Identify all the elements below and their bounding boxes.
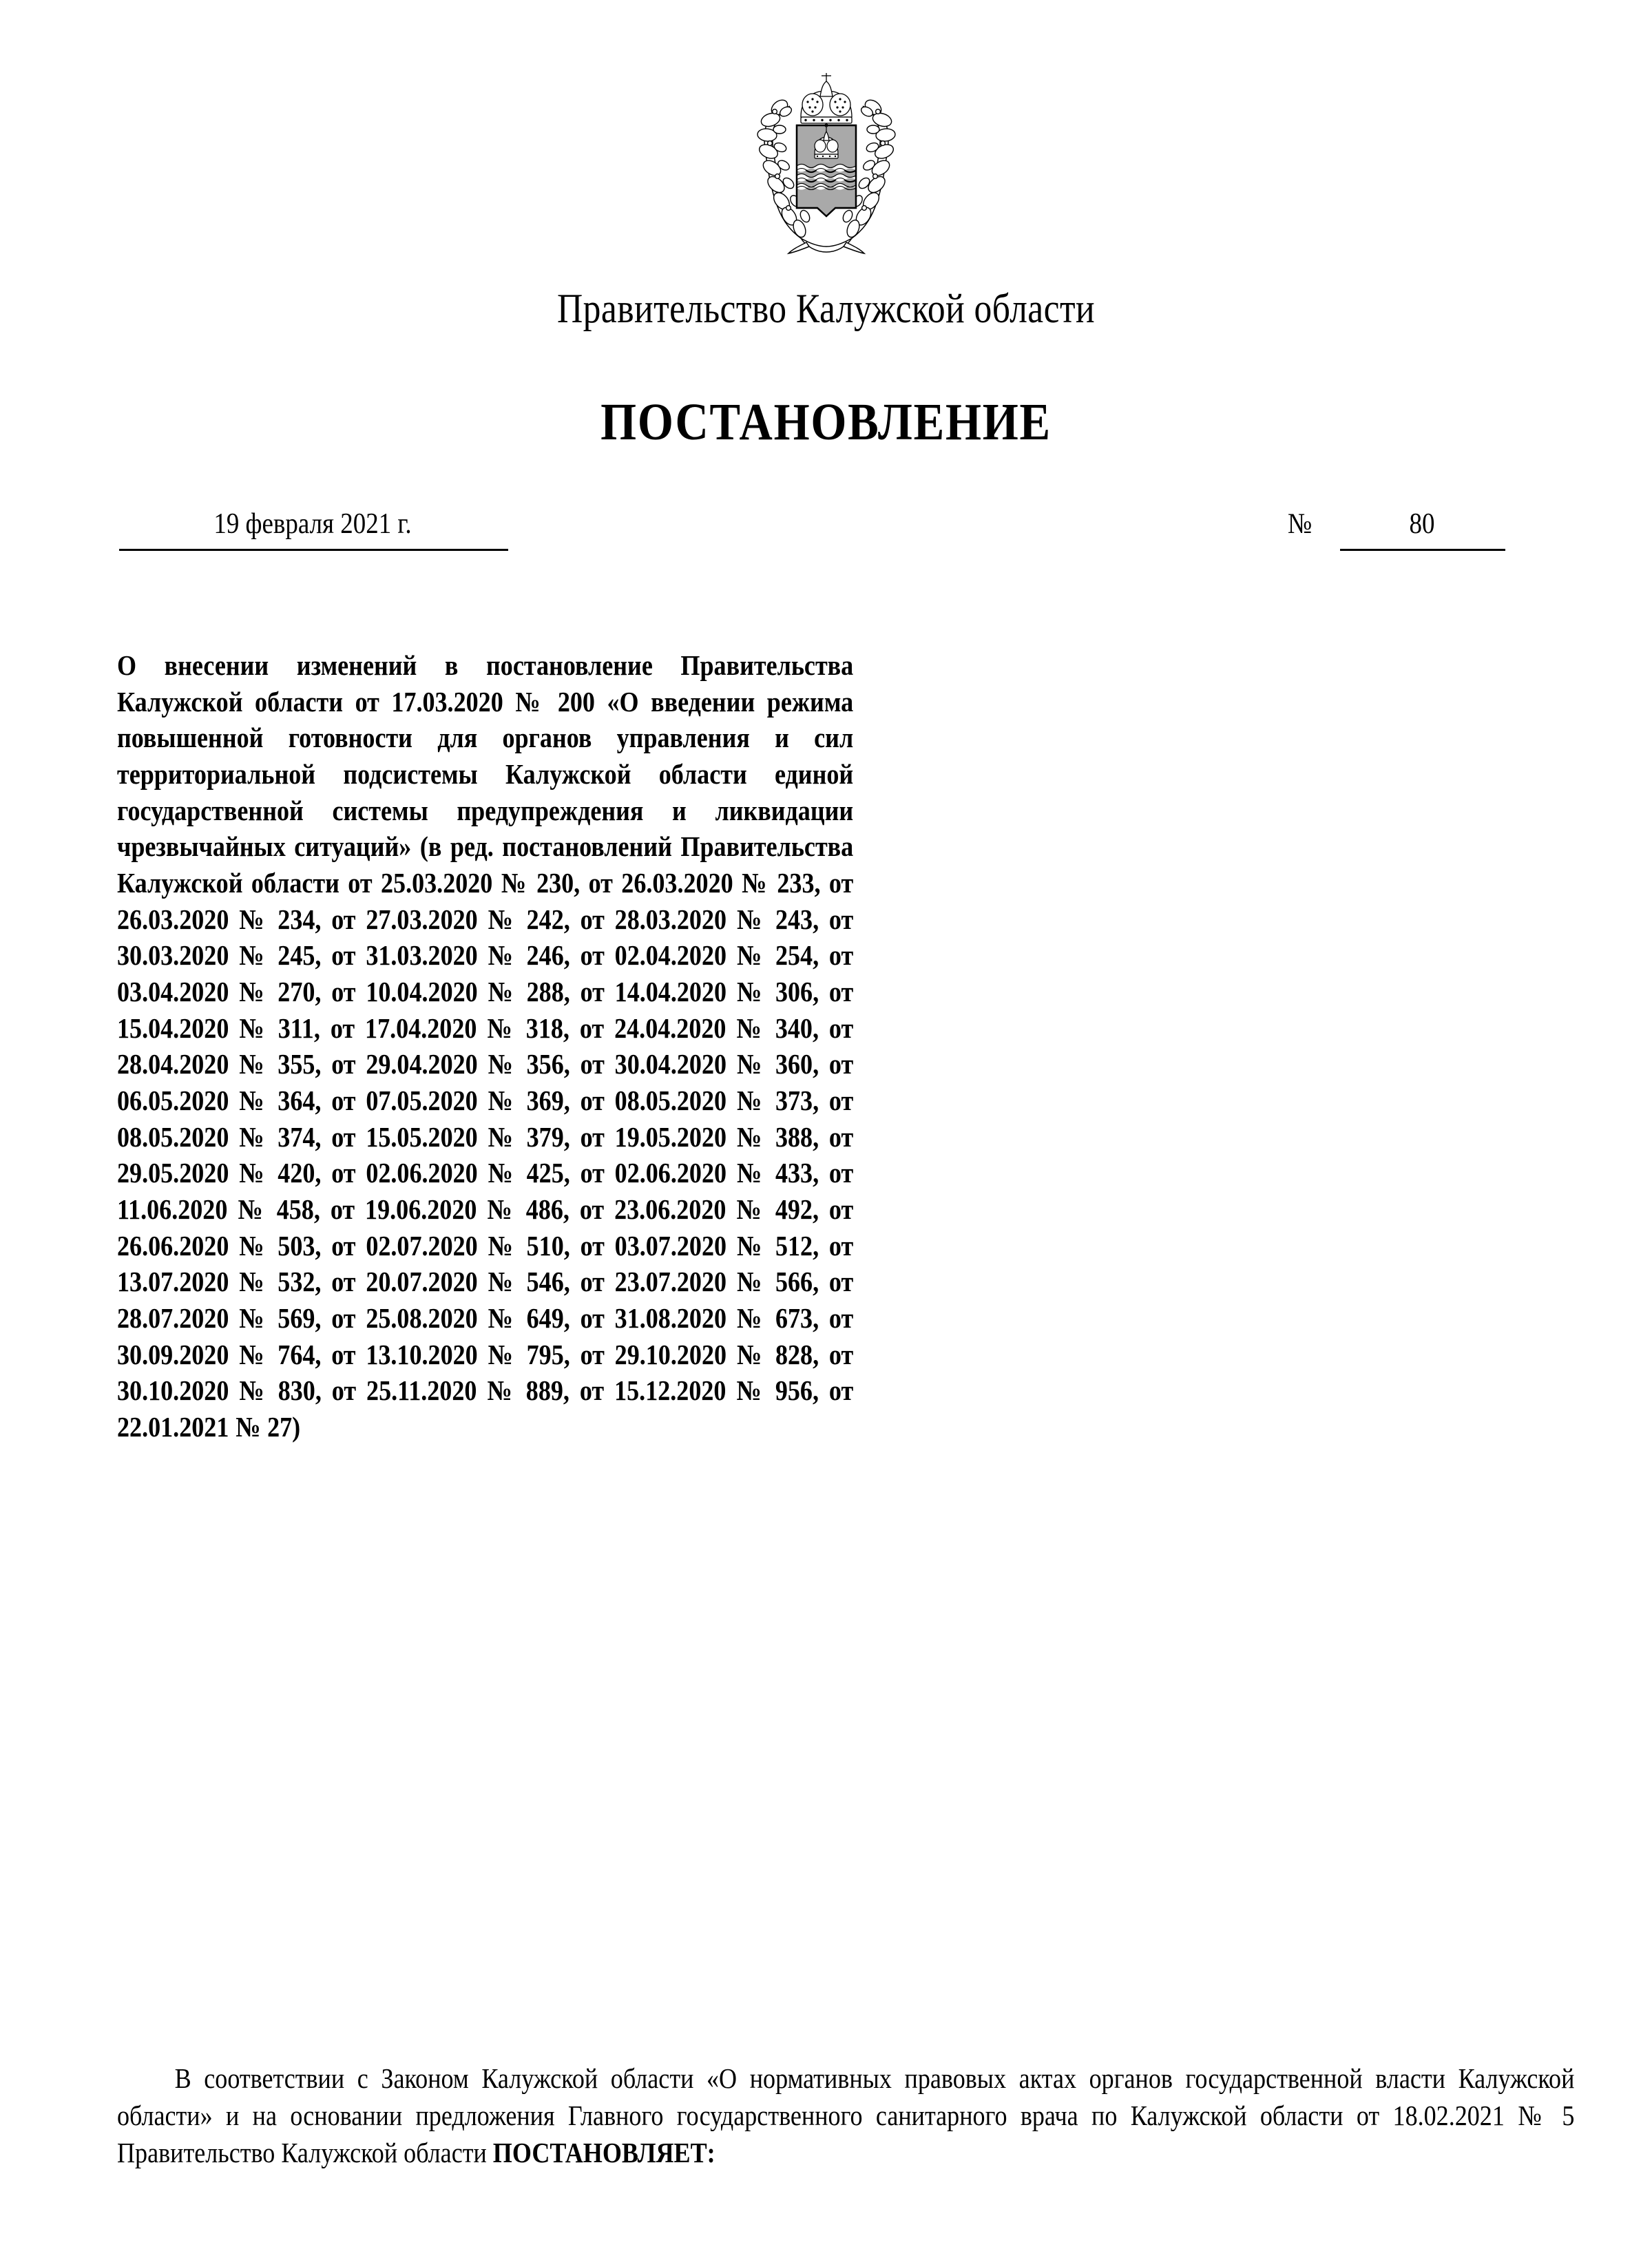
postanovlyaet-emphasis: ПОСТАНОВЛЯЕТ: <box>492 2137 715 2169</box>
preamble-text: В соответствии с Законом Калужской области «О нормативных правовых актах органов государственной власти Калужской области» и на основании предложения Главного государственного санитарного врача по Калужской области от 18.02.2021 № 5 Правительство Калужской области <box>117 2062 1575 2169</box>
preamble-paragraph <box>117 2060 1574 2171</box>
document-date: 19 февраля 2021 г. <box>213 508 412 540</box>
coat-of-arms-kaluga-oblast-icon <box>747 66 906 266</box>
document-kind-heading: ПОСТАНОВЛЕНИЕ <box>600 393 1052 451</box>
coat-of-arms-container <box>0 66 1652 266</box>
document-number: 80 <box>1409 508 1435 540</box>
number-symbol: № <box>1288 508 1313 540</box>
organization-title: Правительство Калужской области <box>556 286 1096 331</box>
document-date-rule <box>119 549 508 551</box>
document-subject: О внесении изменений в постановление Правительства Калужской области от 17.03.2020 № 200 «О введении режима повышенной готовности для органов управления и сил территориальной подсистемы Калужской области единой государственной системы предупреждения и ликвидации чрезвычайных ситуаций» (в ред. постановлений Правительства Калужской области от 25.03.2020 № 230, от 26.03.2020 № 233, от 26.03.2020 № 234, от 27.03.2020 № 242, от 28.03.2020 № 243, от 30.03.2020 № 245, от 31.03.2020 № 246, от 02.04.2020 № 254, от 03.04.2020 № 270, от 10.04.2020 № 288, от 14.04.2020 № 306, от 15.04.2020 № 311, от 17.04.2020 № 318, от 24.04.2020 № 340, от 28.04.2020 № 355, от 29.04.2020 № 356, от 30.04.2020 № 360, от 06.05.2020 № 364, от 07.05.2020 № 369, от 08.05.2020 № 373, от 08.05.2020 № 374, от 15.05.2020 № 379, от 19.05.2020 № 388, от 29.05.2020 № 420, от 02.06.2020 № 425, от 02.06.2020 № 433, от 11.06.2020 № 458, от 19.06.2020 № 486, от 23.06.2020 № 492, от 26.06.2020 № 503, от 02.07.2020 № 510, от 03.07.2020 № 512, от 13.07.2020 № 532, от 20.07.2020 № 546, от 23.07.2020 № 566, от 28.07.2020 № 569, от 25.08.2020 № 649, от 31.08.2020 № 673, от 30.09.2020 № 764, от 13.10.2020 № 795, от 29.10.2020 № 828, от 30.10.2020 № 830, от 25.11.2020 № 889, от 15.12.2020 № 956, от 22.01.2021 № 27) <box>117 649 854 1443</box>
document-meta-row <box>117 510 1573 551</box>
document-number-rule <box>1340 549 1505 551</box>
